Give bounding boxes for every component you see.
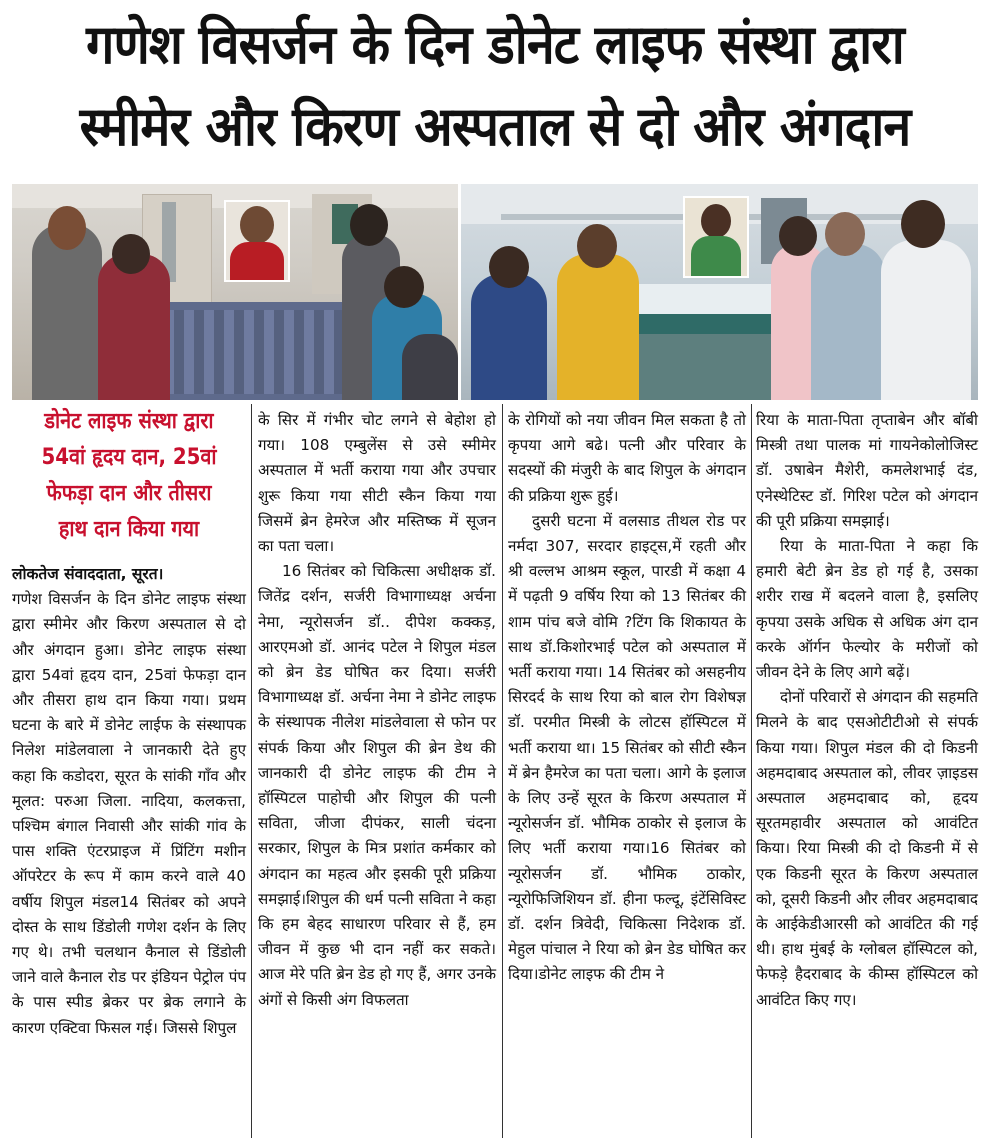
article-paragraph: के सिर में गंभीर चोट लगने से बेहोश हो गया। 108 एम्बुलेंस से उसे स्मीमेर अस्पताल में भर्ती कराया गया और उपचार शुरू किया गया सीटी स्कैन किया गया जिसमें ब्रेन हेमरेज और मस्तिष्क में सूजन का पता चला। <box>258 411 496 556</box>
column-divider <box>251 404 252 1138</box>
headline-line-1: गणेश विसर्जन के दिन डोनेट लाइफ संस्था द्वारा <box>86 13 904 76</box>
column-divider <box>751 404 752 1138</box>
photo-family-at-bedside <box>12 184 458 400</box>
byline: लोकतेज संवाददाता, सूरत। <box>12 565 164 583</box>
article-paragraph: दुसरी घटना में वलसाड तीथल रोड पर नर्मदा 307, सरदार हाइट्स,में रहती और श्री वल्लभ आश्रम स्कूल, पारडी में कक्षा 4 में पढ़ती 9 वर्षिय रिया को 13 सितंबर की शाम पांच बजे वोमि ?टिंग कि शिकायत के साथ डॉ.किशोरभाई पटेल को अस्पताल में भर्ती कराया गया। 14 सितंबर को असहनीय सिरदर्द के साथ रिया को बाल रोग विशेषज्ञ डॉ. परमीत मिस्त्री के लोटस हॉस्पिटल में भर्ती कराया था। 15 सितंबर को सीटी स्कैन में ब्रेन हैमरेज का पता चला। आगे के इलाज के लिए उन्हें सूरत के किरण अस्पताल में न्यूरोसर्जन डॉ. भौमिक ठाकोर से इलाज के लिए भर्ती कराया गया।16 सितंबर को न्यूरोसर्जन डॉ. भौमिक ठाकोर, न्यूरोफिजिशियन डॉ. हीना फल्दू, इंटेंसिविस्ट डॉ. दर्शन त्रिवेदी, चिकित्सा निदेशक डॉ. मेहुल पांचाल ने रिया को ब्रेन डेड घोषित कर दिया।डोनेट लाइफ की टीम ने <box>508 511 746 984</box>
sub-headline-line-3: फेफड़ा दान और तीसरा <box>46 481 212 506</box>
article-paragraph: दोनों परिवारों से अंगदान की सहमति मिलने के बाद एसओटीटीओ से संपर्क किया गया। शिपुल मंडल की दो किडनी अहमदाबाद अस्पताल को, लीवर ज़ाइडस अस्पताल अहमदाबाद को, हृदय सूरतमहावीर अस्पताल को आवंटित किया। रिया मिस्त्री की दो किडनी में से एक किडनी सूरत के किरण अस्पताल को, दूसरी किडनी और लीवर अहमदाबाद के आईकेडीआरसी को आवंटित की गई थी। हाथ मुंबई के ग्लोबल हॉस्पिटल को, फेफड़े हैदराबाद के कीम्स हॉस्पिटल को आवंटित किए गए। <box>756 688 978 1009</box>
article-column-2 <box>258 408 496 1138</box>
sub-headline <box>12 404 246 552</box>
article-paragraph: 16 सितंबर को चिकित्सा अधीक्षक डॉ. जितेंद्र दर्शन, सर्जरी विभागाध्यक्ष अर्चना नेमा, न्यूरोसर्जन डॉ.. दीपेश कक्कड़, आरएमओ डॉ. आनंद पटेल ने शिपुल मंडल को ब्रेन डेड घोषित कर दिया। सर्जरी विभागाध्यक्ष डॉ. अर्चना नेमा ने डोनेट लाइफ के संस्थापक नीलेश मांडलेवाला से फोन पर संपर्क किया और शिपुल की ब्रेन डेथ की जानकारी दी डोनेट लाइफ की टीम ने हॉस्पिटल पाहोची और शिपुल की पत्नी सविता, जीजा दीपंकर, साली चंदना सरकार, शिपुल के मित्र प्रशांत कर्मकार को अंगदान का महत्व और इसकी पूरी प्रक्रिया समझाई।शिपुल की धर्म पत्नी सविता ने कहा कि हम बेहद साधारण परिवार से हैं, हम जीवन में कुछ भी दान नहीं कर सकते। आज मेरे पति ब्रेन डेड हो गए हैं, अगर उनके अंगों से किसी अंग विफलता <box>258 562 496 1009</box>
photo-medical-team-at-bed <box>461 184 978 400</box>
article-column-4 <box>756 408 978 1138</box>
article-column-3 <box>508 408 746 1138</box>
headline <box>6 4 984 180</box>
sub-headline-line-2: 54वां हृदय दान, 25वां <box>41 445 217 470</box>
article-paragraph: गणेश विसर्जन के दिन डोनेट लाइफ संस्था द्वारा स्मीमेर और किरण अस्पताल से दो और अंगदान हुआ। डोनेट लाइफ संस्था द्वारा 54वां हृदय दान, 25वां फेफड़ा दान और तीसरा हाथ दान किया गया। प्रथम घटना के बारे में डोनेट लाईफ के संस्थापक निलेश मांडेलवाला ने जानकारी देते हुए कहा कि कडोदरा, सूरत के सांकी गाँव और मूलत: परुआ जिला. नादिया, कलकत्ता, पश्चिम बंगाल निवासी और सांकी गांव के पास शक्ति एंटरप्राइज में प्रिंटिंग मशीन ऑपरेटर के रूप में काम करने वाले 40 वर्षीय शिपुल मंडल14 सितंबर को अपने दोस्त के साथ डिंडोली गणेश दर्शन के लिए गए थे। तभी चलथान कैनाल से डिंडोली जाने वाले कैनाल रोड पर इंडियन पेट्रोल पंप के पास स्पीड ब्रेकर पर ब्रेक लगाने के कारण एक्टिवा फिसल गई। जिससे शिपुल <box>12 590 246 1037</box>
headline-line-2: स्मीमेर और किरण अस्पताल से दो और अंगदान <box>79 95 911 158</box>
article-paragraph: रिया के माता-पिता ने कहा कि हमारी बेटी ब्रेन डेड हो गई है, उसका शरीर राख में बदलने वाला है, इसलिए कृपया उसके अधिक से अधिक अंग दान करके ऑर्गन फेल्योर के मरीजों को जीवन देने के लिए आगे बढ़ें। <box>756 537 978 682</box>
article-paragraph: के रोगियों को नया जीवन मिल सकता है तो कृपया आगे बढे। पत्नी और परिवार के सदस्यों की मंजुरी के बाद शिपुल के अंगदान की प्रक्रिया शुरू हुई। <box>508 411 746 505</box>
sub-headline-line-4: हाथ दान किया गया <box>58 517 200 542</box>
article-column-1 <box>12 562 246 1137</box>
sub-headline-line-1: डोनेट लाइफ संस्था द्वारा <box>44 409 214 434</box>
column-divider <box>502 404 503 1138</box>
article-paragraph: रिया के माता-पिता तृप्ताबेन और बॉबी मिस्त्री तथा पालक मां गायनेकोलोजिस्ट डॉ. उषाबेन मैशेरी, कमलेशभाई दंड, एनेस्थेटिस्ट डॉ. गिरिश पटेल को अंगदान की पूरी प्रक्रिया समझाई। <box>756 411 978 530</box>
